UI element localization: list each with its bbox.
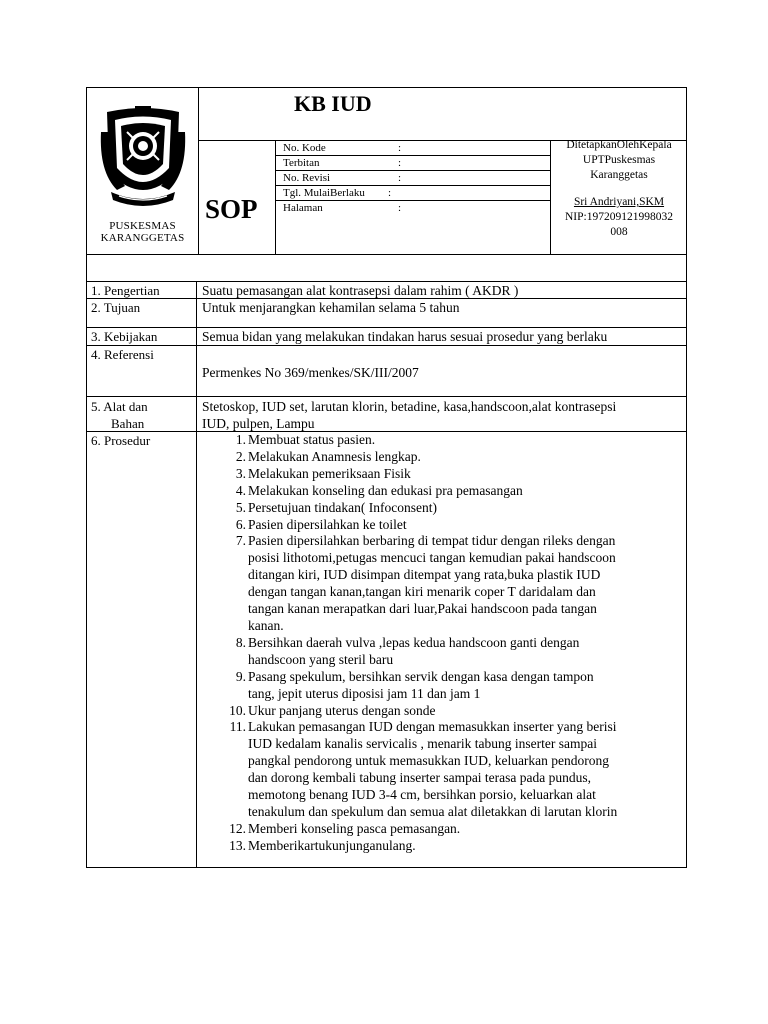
step-number: 9.: [235, 668, 246, 684]
step-text: Memberi konseling pasca pemasangan.: [248, 820, 461, 836]
step-text: kanan.: [248, 617, 284, 633]
regional-emblem-icon: [97, 102, 189, 216]
meta-label: No. Revisi: [283, 172, 331, 184]
section-label-pengertian: 1. Pengertian: [91, 283, 160, 298]
section-text-referensi: Permenkes No 369/menkes/SK/III/2007: [202, 365, 419, 380]
step-text: Pasien dipersilahkan berbaring di tempat tidur dengan rileks dengan: [248, 533, 616, 549]
step-number: 3.: [235, 465, 246, 481]
meta-colon: :: [388, 187, 392, 199]
meta-label: Tgl. MulaiBerlaku: [283, 187, 365, 199]
step-number: 6.: [235, 516, 246, 532]
step-text: Melakukan konseling dan edukasi pra pemasangan: [248, 482, 523, 498]
signer-name: Sri Andriyani,SKM: [573, 196, 665, 208]
step-text: dan dorong kembali tabung inserter sampai terasa pada pundus,: [248, 770, 592, 786]
row-divider: [87, 396, 687, 397]
meta-label: No. Kode: [283, 142, 326, 154]
org-name-line1: PUSKESMAS: [109, 220, 176, 232]
step-text: Pasien dipersilahkan ke toilet: [248, 516, 407, 532]
step-number: 2.: [235, 448, 246, 464]
section-label-tujuan: 2. Tujuan: [91, 300, 141, 315]
org-name-line2: KARANGGETAS: [100, 232, 185, 244]
step-number: 4.: [235, 482, 246, 498]
section-label-alat-bahan: 5. Alat dan: [91, 399, 148, 414]
organization-name: [87, 220, 198, 244]
section-label-alat-bahan-cont: Bahan: [111, 416, 145, 431]
step-text: Melakukan Anamnesis lengkap.: [248, 448, 421, 464]
step-text: handscoon yang steril baru: [248, 651, 394, 667]
step-text: tang, jepit uterus diposisi jam 11 dan jam 1: [248, 685, 481, 701]
meta-field-tgl-mulai-berlaku: [283, 186, 392, 200]
procedure-step: [220, 483, 680, 500]
meta-label: Halaman: [283, 202, 323, 214]
signer-nip: 008: [610, 226, 628, 238]
step-text: Pasang spekulum, bersihkan servik dengan kasa dengan tampon: [248, 668, 594, 684]
meta-field-terbitan: [283, 156, 402, 170]
meta-colon: :: [398, 172, 402, 184]
label-column-divider: [196, 281, 197, 868]
procedure-step: [220, 821, 680, 838]
meta-colon: :: [398, 202, 402, 214]
section-text-kebijakan: Semua bidan yang melakukan tindakan harus sesuai prosedur yang berlaku: [202, 329, 608, 344]
procedure-step: [220, 703, 680, 720]
step-text: Ukur panjang uterus dengan sonde: [248, 702, 436, 718]
meta-colon: :: [398, 142, 402, 154]
procedure-step: [220, 466, 680, 483]
section-label-kebijakan: 3. Kebijakan: [91, 329, 158, 344]
meta-field-no-kode: [283, 141, 402, 155]
row-divider: [87, 345, 687, 346]
step-number: 11.: [229, 719, 246, 735]
step-text: IUD kedalam kanalis servicalis , menarik tabung inserter sampai: [248, 736, 598, 752]
procedure-step: [220, 635, 680, 669]
procedure-step: [220, 432, 680, 449]
step-number: 7.: [235, 533, 246, 549]
step-text: Bersihkan daerah vulva ,lepas kedua handscoon ganti dengan: [248, 634, 580, 650]
procedure-step: [220, 449, 680, 466]
section-label-prosedur: 6. Prosedur: [91, 433, 151, 448]
step-text: Lakukan pemasangan IUD dengan memasukkan inserter yang berisi: [248, 719, 617, 735]
procedure-step: [220, 669, 680, 703]
procedure-step: [220, 533, 680, 634]
step-number: 12.: [229, 820, 246, 836]
section-label-referensi: 4. Referensi: [91, 347, 154, 362]
logo-cell: [87, 88, 198, 254]
step-text: posisi lithotomi,petugas mencuci tangan kemudian pakai handscoon: [248, 550, 616, 566]
authority-line: UPTPuskesmas: [582, 154, 656, 166]
meta-colon: :: [398, 157, 402, 169]
step-number: 10.: [229, 702, 246, 718]
step-text: Melakukan pemeriksaan Fisik: [248, 465, 411, 481]
step-text: ditangan kiri, IUD disimpan ditempat yang rata,buka plastik IUD: [248, 567, 601, 583]
procedure-steps: [220, 432, 680, 855]
authority-line: Karanggetas: [590, 169, 648, 181]
procedure-step: [220, 517, 680, 534]
step-text: Memberikartukunjunganulang.: [248, 837, 416, 853]
step-text: Membuat status pasien.: [248, 432, 376, 447]
procedure-step: [220, 838, 680, 855]
step-number: 13.: [229, 837, 246, 853]
section-text-alat-bahan-cont: IUD, pulpen, Lampu: [202, 416, 315, 431]
meta-label: Terbitan: [283, 157, 320, 169]
procedure-step: [220, 719, 680, 820]
header-divider: [198, 88, 199, 254]
step-number: 5.: [235, 499, 246, 515]
header-divider: [87, 254, 687, 255]
meta-field-no-revisi: [283, 171, 402, 185]
step-number: 1.: [235, 432, 246, 447]
authorization-block: [551, 138, 687, 240]
authority-line: DitetapkanOlehKepala: [566, 139, 672, 151]
signer-nip: NIP:197209121998032: [565, 211, 673, 223]
header-divider: [275, 140, 276, 254]
section-text-alat-bahan: Stetoskop, IUD set, larutan klorin, betadine, kasa,handscoon,alat kontrasepsi: [202, 399, 617, 414]
section-text-pengertian: Suatu pemasangan alat kontrasepsi dalam rahim ( AKDR ): [202, 283, 519, 298]
step-text: pangkal pendorong untuk memasukkan IUD, keluarkan pendorong: [248, 753, 610, 769]
meta-field-halaman: [283, 201, 402, 215]
step-text: Persetujuan tindakan( Infoconsent): [248, 499, 437, 515]
sop-document: [86, 87, 687, 868]
step-number: 8.: [235, 634, 246, 650]
section-text-tujuan: Untuk menjarangkan kehamilan selama 5 tahun: [202, 300, 460, 315]
sop-label: SOP: [205, 194, 258, 224]
document-title: KB IUD: [294, 91, 372, 116]
step-text: dengan tangan kanan,tangan kiri menarik coper T daridalam dan: [248, 584, 596, 600]
procedure-step: [220, 500, 680, 517]
step-text: memotong benang IUD 3-4 cm, bersihkan porsio, keluarkan alat: [248, 787, 596, 803]
step-text: tenakulum dan spekulum dan semua alat diletakkan di larutan klorin: [248, 803, 618, 819]
step-text: tangan kanan merapatkan dari luar,Pakai handscoon pada tangan: [248, 601, 597, 617]
